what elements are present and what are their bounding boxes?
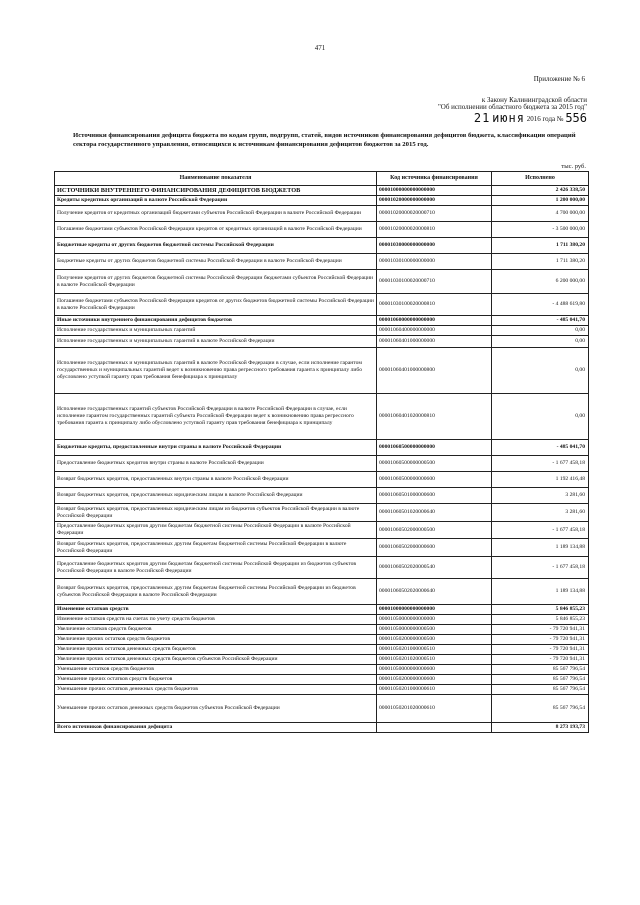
row-code: 00001060502000000500 xyxy=(377,522,492,539)
table-row xyxy=(55,316,589,326)
table-row xyxy=(55,723,589,733)
table-row xyxy=(55,456,589,472)
table-row xyxy=(55,605,589,615)
table-row xyxy=(55,488,589,504)
row-code: 00001060401020000810 xyxy=(377,394,492,440)
row-amount: 8 273 193,73 xyxy=(492,723,589,733)
row-amount: 1 192 416,48 xyxy=(492,472,589,488)
row-amount: 3 281,60 xyxy=(492,488,589,504)
row-amount: 4 700 000,00 xyxy=(492,206,589,222)
row-name: Погашение бюджетами субъектов Российской Федерации кредитов от кредитных организаций в валюте Российской Федерации xyxy=(55,222,377,238)
row-name: Уменьшение остатков средств бюджетов xyxy=(55,665,377,675)
row-amount: 1 189 134,88 xyxy=(492,539,589,557)
table-row xyxy=(55,196,589,206)
row-amount: - 1 677 458,18 xyxy=(492,522,589,539)
table-row xyxy=(55,522,589,539)
table-row xyxy=(55,472,589,488)
table-row xyxy=(55,695,589,723)
row-code: 00001060400000000000 xyxy=(377,326,492,336)
row-code: 00001020000020000810 xyxy=(377,222,492,238)
row-name: Кредиты кредитных организаций в валюте Российской Федерации xyxy=(55,196,377,206)
table-row xyxy=(55,294,589,316)
table-row xyxy=(55,222,589,238)
row-amount: 0,00 xyxy=(492,394,589,440)
table-row xyxy=(55,504,589,522)
row-amount: 5 846 855,23 xyxy=(492,615,589,625)
row-name: Получение кредитов от других бюджетов бюджетной системы Российской Федерации бюджетами субъектов Российской Федерации в валюте Российской Федерации xyxy=(55,270,377,294)
row-code: 00001020000020000710 xyxy=(377,206,492,222)
row-name: Увеличение прочих остатков средств бюджетов xyxy=(55,635,377,645)
row-code: 00001060502000000600 xyxy=(377,539,492,557)
table-row xyxy=(55,625,589,635)
row-code: 00001060501020000640 xyxy=(377,504,492,522)
row-amount: - 79 720 941,31 xyxy=(492,645,589,655)
row-amount: - 79 720 941,31 xyxy=(492,655,589,665)
row-name: Увеличение прочих остатков денежных средств бюджетов субъектов Российской Федерации xyxy=(55,655,377,665)
table-body xyxy=(55,186,589,733)
row-amount: 1 200 000,00 xyxy=(492,196,589,206)
row-name: Увеличение прочих остатков денежных средств бюджетов xyxy=(55,645,377,655)
row-code: 00001050000000000000 xyxy=(377,615,492,625)
row-name: Предоставление бюджетных кредитов внутри страны в валюте Российской Федерации xyxy=(55,456,377,472)
row-code: 00001050000000000600 xyxy=(377,665,492,675)
row-amount: - 485 041,70 xyxy=(492,440,589,456)
row-name: Возврат бюджетных кредитов, предоставленных юридическим лицам в валюте Российской Федерации xyxy=(55,488,377,504)
row-name: Бюджетные кредиты от других бюджетов бюджетной системы Российской Федерации xyxy=(55,238,377,254)
row-code: 00001060500000000000 xyxy=(377,440,492,456)
row-name: Изменение остатков средств на счетах по учету средств бюджетов xyxy=(55,615,377,625)
row-code: 00001060501000000600 xyxy=(377,488,492,504)
table-row xyxy=(55,254,589,270)
row-name: Исполнение государственных и муниципальных гарантий в валюте Российской Федерации в случае, если исполнение гарантом государственных и муниципальных гарантий ведет к возникновению права регрессного требования гаранта к принципалу либо обусловлено уступкой гаранту прав требования бенефициара к принципалу xyxy=(55,348,377,394)
header-name: Наименование показателя xyxy=(55,172,377,186)
row-code: 00001050200000000600 xyxy=(377,675,492,685)
table-row xyxy=(55,270,589,294)
row-name: Всего источников финансирования дефицита xyxy=(55,723,377,733)
row-code: 00001060401000000000 xyxy=(377,336,492,348)
row-code: 00001050000000000500 xyxy=(377,625,492,635)
table-row xyxy=(55,615,589,625)
row-code: 00001000000000000000 xyxy=(377,186,492,196)
row-code: 00001030000000000000 xyxy=(377,238,492,254)
appendix-label: Приложение № 6 xyxy=(533,75,585,83)
row-name: Бюджетные кредиты, предоставленные внутри страны в валюте Российской Федерации xyxy=(55,440,377,456)
row-name: Исполнение государственных и муниципальных гарантий в валюте Российской Федерации xyxy=(55,336,377,348)
table-row xyxy=(55,206,589,222)
row-name: Уменьшение прочих остатков денежных средств бюджетов xyxy=(55,685,377,695)
row-amount: 85 567 796,54 xyxy=(492,695,589,723)
table-row xyxy=(55,655,589,665)
date-month: июня xyxy=(492,111,525,125)
row-name: Уменьшение прочих остатков средств бюджетов xyxy=(55,675,377,685)
law-line-1: к Закону Калининградской области xyxy=(481,96,587,104)
table-row xyxy=(55,645,589,655)
row-amount: 85 567 796,54 xyxy=(492,675,589,685)
row-name: Предоставление бюджетных кредитов другим бюджетам бюджетной системы Российской Федерации из бюджетов субъектов Российской Федерации в валюте Российской Федерации xyxy=(55,557,377,579)
table-row xyxy=(55,685,589,695)
row-code: 00001060500000000500 xyxy=(377,456,492,472)
row-amount: - 1 677 458,18 xyxy=(492,557,589,579)
table-row xyxy=(55,348,589,394)
row-code: 00001000000000000000 xyxy=(377,605,492,615)
row-amount: 85 567 796,54 xyxy=(492,665,589,675)
table-row xyxy=(55,186,589,196)
row-code: 00001030100000000000 xyxy=(377,254,492,270)
document-title: Источники финансирования дефицита бюджета по кодам групп, подгрупп, статей, видов источников финансирования дефицитов бюджета, классификации операций сектора государственного управления, относящихся к источникам финансирования дефицитов бюджетов за 2015 год. xyxy=(73,132,576,148)
row-code xyxy=(377,723,492,733)
table-row xyxy=(55,394,589,440)
row-code: 00001050201000000610 xyxy=(377,685,492,695)
row-code: 00001060502020000540 xyxy=(377,557,492,579)
table-header-row xyxy=(55,172,589,186)
table-row xyxy=(55,336,589,348)
units-label: тыс. руб. xyxy=(561,163,586,170)
sources-table xyxy=(54,171,589,733)
law-line-2: "Об исполнении областного бюджета за 2015 год" xyxy=(437,103,587,111)
row-code: 00001030100020000710 xyxy=(377,270,492,294)
row-name: Возврат бюджетных кредитов, предоставленных другим бюджетам бюджетной системы Российской Федерации в валюте Российской Федерации xyxy=(55,539,377,557)
table-row xyxy=(55,557,589,579)
row-name: Увеличение остатков средств бюджетов xyxy=(55,625,377,635)
page-number: 471 xyxy=(314,44,326,52)
row-code: 00001030100020000810 xyxy=(377,294,492,316)
row-amount: 1 711 380,20 xyxy=(492,254,589,270)
header-code: Код источника финансирования xyxy=(377,172,492,186)
row-name: Уменьшение прочих остатков денежных средств бюджетов субъектов Российской Федерации xyxy=(55,695,377,723)
row-name: Бюджетные кредиты от других бюджетов бюджетной системы Российской Федерации в валюте Российской Федерации xyxy=(55,254,377,270)
row-amount: - 4 488 619,80 xyxy=(492,294,589,316)
row-name: Исполнение государственных и муниципальных гарантий xyxy=(55,326,377,336)
row-code: 00001020000000000000 xyxy=(377,196,492,206)
row-name: Иные источники внутреннего финансирования дефицитов бюджетов xyxy=(55,316,377,326)
table-row xyxy=(55,675,589,685)
row-amount: 1 711 380,20 xyxy=(492,238,589,254)
table-row xyxy=(55,635,589,645)
row-name: ИСТОЧНИКИ ВНУТРЕННЕГО ФИНАНСИРОВАНИЯ ДЕФИЦИТОВ БЮДЖЕТОВ xyxy=(55,186,377,196)
row-name: Возврат бюджетных кредитов, предоставленных внутри страны в валюте Российской Федерации xyxy=(55,472,377,488)
row-name: Предоставление бюджетных кредитов другим бюджетам бюджетной системы Российской Федерации в валюте Российской Федерации xyxy=(55,522,377,539)
row-code: 00001060401000000800 xyxy=(377,348,492,394)
row-amount: 2 426 338,50 xyxy=(492,186,589,196)
row-name: Погашение бюджетами субъектов Российской Федерации кредитов от других бюджетов бюджетной системы Российской Федерации в валюте Российской Федерации xyxy=(55,294,377,316)
row-code: 00001050201020000610 xyxy=(377,695,492,723)
row-code: 00001060500000000600 xyxy=(377,472,492,488)
row-name: Получение кредитов от кредитных организаций бюджетами субъектов Российской Федерации в валюте Российской Федерации xyxy=(55,206,377,222)
table-row xyxy=(55,238,589,254)
row-name: Исполнение государственных гарантий субъектов Российской Федерации в валюте Российской Федерации в случае, если исполнение гарантом государственных гарантий субъекта Российской Федерации ведет к возникновению права регрессного требования гаранта к принципалу либо обусловлено уступкой гаранту прав требования бенефициара к принципалу xyxy=(55,394,377,440)
date-day: 21 xyxy=(473,111,491,125)
row-amount: 0,00 xyxy=(492,326,589,336)
row-amount: - 1 677 458,18 xyxy=(492,456,589,472)
row-amount: 0,00 xyxy=(492,348,589,394)
row-name: Возврат бюджетных кредитов, предоставленных другим бюджетам бюджетной системы Российской Федерации из бюджетов субъектов Российской Федерации в валюте Российской Федерации xyxy=(55,579,377,605)
table-row xyxy=(55,539,589,557)
date-line xyxy=(474,110,587,124)
row-code: 00001050201000000510 xyxy=(377,645,492,655)
row-amount: - 485 041,70 xyxy=(492,316,589,326)
row-amount: - 79 720 941,31 xyxy=(492,625,589,635)
row-amount: 5 846 855,23 xyxy=(492,605,589,615)
law-number: 556 xyxy=(565,111,587,125)
row-code: 00001060502020000640 xyxy=(377,579,492,605)
row-amount: 1 189 134,88 xyxy=(492,579,589,605)
row-name: Возврат бюджетных кредитов, предоставленных юридическим лицам из бюджетов субъектов Российской Федерации в валюте Российской Федерации xyxy=(55,504,377,522)
row-code: 00001050200000000500 xyxy=(377,635,492,645)
table-row xyxy=(55,440,589,456)
row-amount: - 79 720 941,31 xyxy=(492,635,589,645)
table-row xyxy=(55,326,589,336)
row-code: 00001060000000000000 xyxy=(377,316,492,326)
row-amount: 6 200 000,00 xyxy=(492,270,589,294)
table-row xyxy=(55,665,589,675)
date-rest: 2016 года № xyxy=(526,115,564,123)
row-amount: 85 567 796,54 xyxy=(492,685,589,695)
row-amount: - 3 500 000,00 xyxy=(492,222,589,238)
header-amount: Исполнено xyxy=(492,172,589,186)
row-amount: 0,00 xyxy=(492,336,589,348)
row-amount: 3 281,60 xyxy=(492,504,589,522)
row-name: Изменение остатков средств xyxy=(55,605,377,615)
row-code: 00001050201020000510 xyxy=(377,655,492,665)
table-row xyxy=(55,579,589,605)
